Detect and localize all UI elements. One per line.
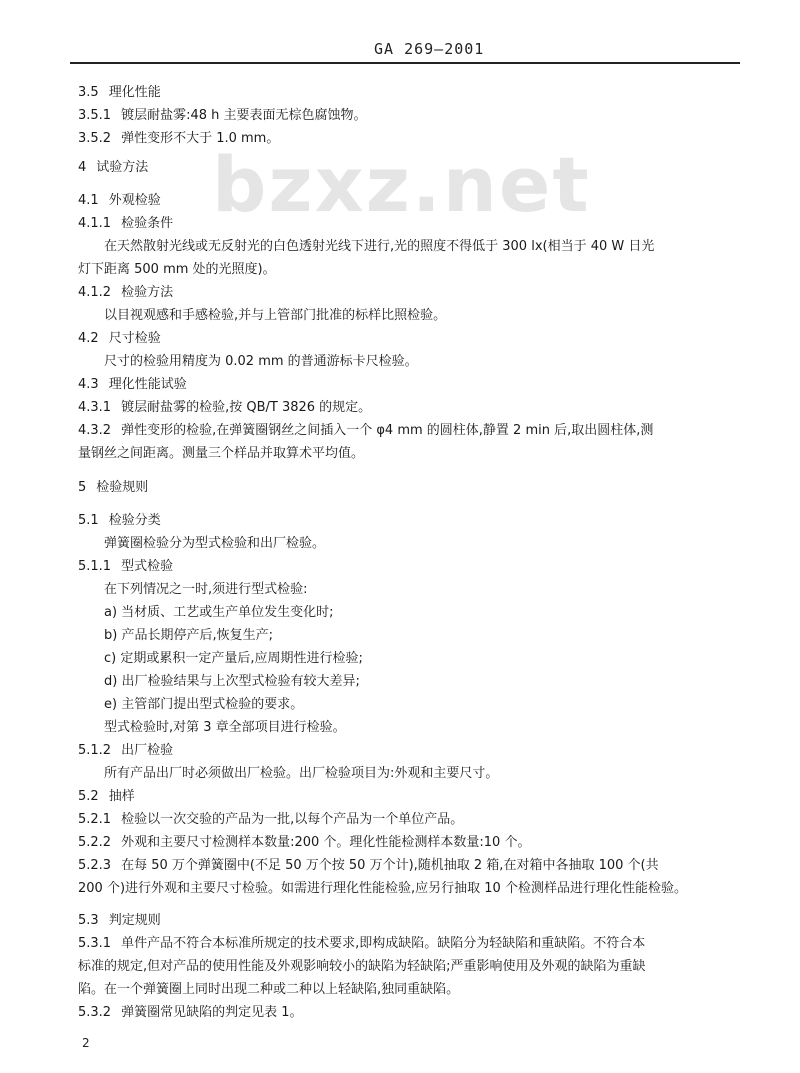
clause-number: 5.1 (78, 513, 99, 528)
clause-text: c) 定期或累积一定产量后,应周期性进行检验; (104, 651, 363, 666)
paragraph-line (104, 674, 360, 690)
clause-text: 尺寸检验 (108, 331, 161, 346)
clause-number: 5.1.1 (78, 559, 112, 574)
clause-text: 外观和主要尺寸检测样本数量:200 个。理化性能检测样本数量:10 个。 (121, 835, 531, 850)
clause-number: 4 (78, 160, 87, 175)
clause-number: 5.3.2 (78, 1005, 112, 1020)
paragraph-line (78, 262, 276, 278)
clause-5-1-2 (78, 743, 173, 759)
paragraph-line (104, 605, 334, 621)
clause-text: 型式检验 (121, 559, 174, 574)
clause-text: 弹簧圈常见缺陷的判定见表 1。 (121, 1005, 303, 1020)
clause-text: 镀层耐盐雾:48 h 主要表面无棕色腐蚀物。 (121, 108, 367, 123)
paragraph-line (78, 982, 459, 998)
paragraph-line (104, 720, 346, 736)
clause-number: 4.2 (78, 331, 99, 346)
clause-text: 理化性能 (108, 85, 161, 100)
clause-4-3 (78, 377, 187, 393)
clause-number: 5 (78, 480, 87, 495)
clause-text: 出厂检验 (121, 743, 174, 758)
clause-5-3-2 (78, 1005, 302, 1021)
clause-number: 5.2.3 (78, 858, 112, 873)
clause-text: 以目视观感和手感检验,并与上管部门批准的标样比照检验。 (104, 308, 447, 323)
clause-text: 尺寸的检验用精度为 0.02 mm 的普通游标卡尺检验。 (104, 354, 418, 369)
clause-3-5-1 (78, 108, 367, 124)
clause-number: 3.5 (78, 85, 99, 100)
clause-text: 在天然散射光线或无反射光的白色透射光线下进行,光的照度不得低于 300 lx(相当于 40 W 日光 (104, 239, 655, 254)
clause-text: 所有产品出厂时必须做出厂检验。出厂检验项目为:外观和主要尺寸。 (104, 766, 499, 781)
clause-text: 灯下距离 500 mm 处的光照度)。 (78, 262, 276, 277)
clause-text: 抽样 (108, 789, 135, 804)
clause-text: d) 出厂检验结果与上次型式检验有较大差异; (104, 674, 360, 689)
clause-text: 弹性变形的检验,在弹簧圈钢丝之间插入一个 φ4 mm 的圆柱体,静置 2 min 后,取出圆柱体,测 (121, 423, 654, 438)
clause-5-2 (78, 789, 135, 805)
clause-5-1-1 (78, 559, 173, 575)
clause-text: 200 个)进行外观和主要尺寸检验。如需进行理化性能检验,应另行抽取 10 个检测样品进行理化性能检验。 (78, 881, 687, 896)
clause-number: 4.3 (78, 377, 99, 392)
clause-5-2-3 (78, 858, 659, 874)
clause-5-3 (78, 913, 161, 929)
clause-5 (78, 480, 148, 496)
header-rule (70, 62, 740, 64)
clause-4-1-2 (78, 285, 173, 301)
clause-number: 4.3.2 (78, 423, 112, 438)
clause-text: 试验方法 (96, 160, 149, 175)
paragraph-line (104, 651, 363, 667)
clause-text: 标准的规定,但对产品的使用性能及外观影响较小的缺陷为轻缺陷;严重影响使用及外观的缺陷为重缺 (78, 959, 646, 974)
clause-number: 5.3.1 (78, 936, 112, 951)
clause-text: 在下列情况之一时,须进行型式检验: (104, 582, 308, 597)
clause-4-2 (78, 331, 161, 347)
clause-4 (78, 160, 148, 176)
clause-text: 单件产品不符合本标准所规定的技术要求,即构成缺陷。缺陷分为轻缺陷和重缺陷。不符合本 (121, 936, 646, 951)
clause-text: e) 主管部门提出型式检验的要求。 (104, 697, 304, 712)
clause-text: b) 产品长期停产后,恢复生产; (104, 628, 273, 643)
clause-text: 检验分类 (108, 513, 161, 528)
clause-5-2-1 (78, 812, 463, 828)
clause-4-1-1 (78, 216, 173, 232)
clause-text: 检验方法 (121, 285, 174, 300)
clause-4-3-2 (78, 423, 653, 439)
clause-4-3-1 (78, 400, 371, 416)
clause-text: 判定规则 (108, 913, 161, 928)
paragraph-line (78, 446, 364, 462)
clause-number: 5.2 (78, 789, 99, 804)
clause-text: 理化性能试验 (108, 377, 187, 392)
clause-text: 检验规则 (96, 480, 149, 495)
clause-text: 检验以一次交验的产品为一批,以每个产品为一个单位产品。 (121, 812, 464, 827)
clause-number: 4.1 (78, 193, 99, 208)
clause-text: a) 当材质、工艺或生产单位发生变化时; (104, 605, 334, 620)
clause-5-2-2 (78, 835, 530, 851)
clause-5-1 (78, 513, 161, 529)
page-number: 2 (82, 1036, 90, 1050)
paragraph-line (104, 354, 418, 370)
paragraph-line (104, 697, 303, 713)
paragraph-line (104, 536, 325, 552)
clause-number: 4.1.2 (78, 285, 112, 300)
watermark: bzxz.net (212, 140, 591, 229)
clause-number: 5.2.2 (78, 835, 112, 850)
clause-number: 4.3.1 (78, 400, 112, 415)
clause-4-1 (78, 193, 161, 209)
clause-text: 镀层耐盐雾的检验,按 QB/T 3826 的规定。 (121, 400, 372, 415)
paragraph-line (104, 239, 654, 255)
paragraph-line (78, 881, 687, 897)
clause-number: 5.2.1 (78, 812, 112, 827)
clause-number: 5.3 (78, 913, 99, 928)
clause-number: 4.1.1 (78, 216, 112, 231)
paragraph-line (104, 308, 446, 324)
clause-text: 型式检验时,对第 3 章全部项目进行检验。 (104, 720, 346, 735)
clause-text: 弹性变形不大于 1.0 mm。 (121, 131, 280, 146)
paragraph-line (104, 628, 273, 644)
clause-text: 检验条件 (121, 216, 174, 231)
paragraph-line (104, 582, 308, 598)
clause-text: 量钢丝之间距离。测量三个样品并取算术平均值。 (78, 446, 365, 461)
clause-text: 陷。在一个弹簧圈上同时出现二种或二种以上轻缺陷,独同重缺陷。 (78, 982, 460, 997)
clause-number: 3.5.1 (78, 108, 112, 123)
paragraph-line (104, 766, 498, 782)
clause-text: 弹簧圈检验分为型式检验和出厂检验。 (104, 536, 326, 551)
clause-text: 在每 50 万个弹簧圈中(不足 50 万个按 50 万个计),随机抽取 2 箱,在对箱中各抽取 100 个(共 (121, 858, 659, 873)
clause-3-5-2 (78, 131, 279, 147)
clause-text: 外观检验 (108, 193, 161, 208)
paragraph-line (78, 959, 646, 975)
clause-5-3-1 (78, 936, 645, 952)
clause-number: 5.1.2 (78, 743, 112, 758)
clause-3-5 (78, 85, 161, 101)
clause-number: 3.5.2 (78, 131, 112, 146)
